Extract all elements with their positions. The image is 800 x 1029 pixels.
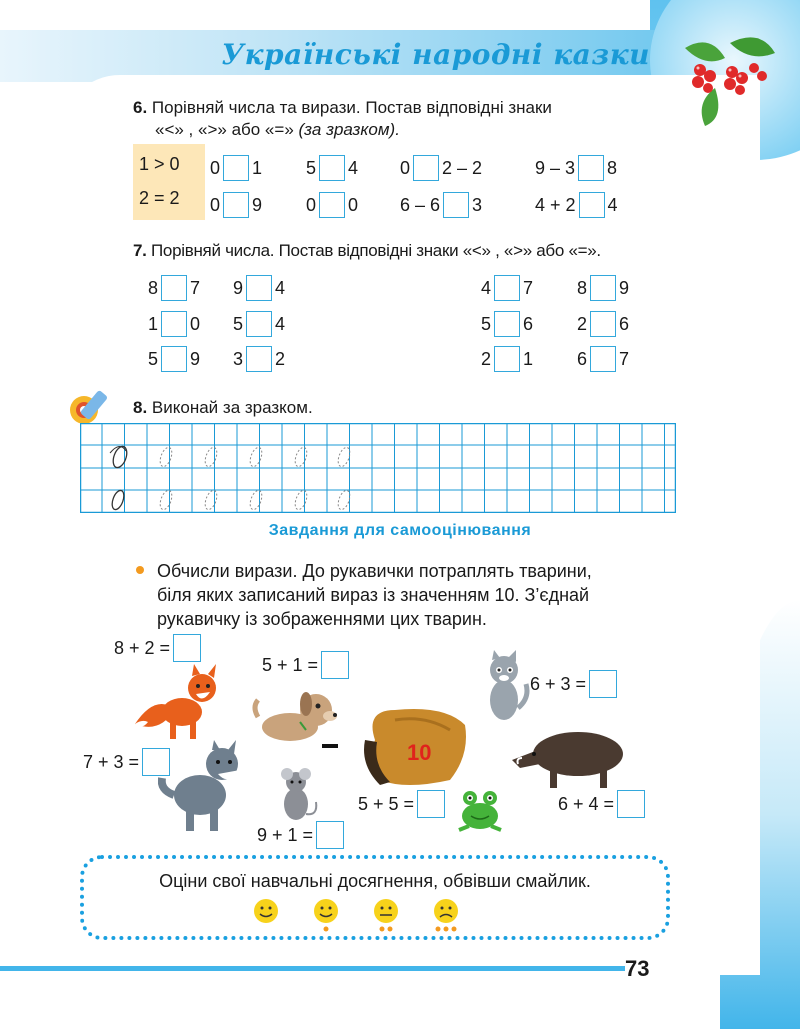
operand: 8 xyxy=(607,157,618,178)
smiley-neutral-icon[interactable] xyxy=(374,899,398,932)
answer-box[interactable] xyxy=(617,790,645,818)
task-signs: «<» , «>» або «=» xyxy=(155,120,294,139)
task-6-instruction xyxy=(133,97,673,141)
page-number: 73 xyxy=(625,956,650,981)
task-number: 8. xyxy=(133,398,148,417)
comparison-item xyxy=(481,311,533,337)
task-8-instruction xyxy=(133,397,313,419)
mitten-illustration[interactable] xyxy=(355,700,475,790)
answer-box[interactable] xyxy=(494,275,520,301)
comparison-item xyxy=(481,275,533,301)
cat-illustration[interactable] xyxy=(482,648,532,726)
dog-equation xyxy=(262,651,352,679)
self-evaluation-box xyxy=(80,855,670,940)
expression: 8 + 2 = xyxy=(114,637,171,658)
expression: 9 + 1 = xyxy=(257,824,314,845)
task-7-instruction xyxy=(133,240,693,262)
operand: 3 xyxy=(233,348,244,369)
answer-box[interactable] xyxy=(161,311,187,337)
operand: 5 xyxy=(481,313,492,334)
mouse-illustration[interactable] xyxy=(272,766,324,824)
operand: 2 xyxy=(481,348,492,369)
task-text: Порівняй числа. Постав відповідні знаки «<» , «>» або «=». xyxy=(151,241,601,260)
cat-equation xyxy=(530,670,620,698)
answer-box[interactable] xyxy=(321,651,349,679)
sample-box xyxy=(133,144,205,220)
comparison-item xyxy=(148,275,200,301)
fox-equation xyxy=(114,634,204,662)
operand: 0 xyxy=(210,157,221,178)
answer-box[interactable] xyxy=(319,192,345,218)
operand: 9 xyxy=(252,194,263,215)
smiley-sad-icon[interactable] xyxy=(434,899,458,932)
operand: 2 xyxy=(275,348,286,369)
comparison-item xyxy=(400,155,482,181)
comparison-item xyxy=(233,275,285,301)
operand: 4 + 2 xyxy=(535,194,576,215)
self-check-title: Завдання для самооцінювання xyxy=(268,522,532,539)
answer-box[interactable] xyxy=(590,311,616,337)
task-hint: (за зразком). xyxy=(298,120,400,139)
comparison-item xyxy=(233,311,285,337)
boar-equation xyxy=(558,790,648,818)
comparison-item xyxy=(577,346,629,372)
answer-box[interactable] xyxy=(246,311,272,337)
comparison-item xyxy=(577,311,629,337)
footer-line xyxy=(0,966,625,971)
operand: 7 xyxy=(619,348,630,369)
sample-line: 1 > 0 xyxy=(139,154,180,174)
comparison-item xyxy=(577,275,629,301)
operand: 6 xyxy=(523,313,534,334)
answer-box[interactable] xyxy=(223,155,249,181)
operand: 1 xyxy=(252,157,263,178)
expression: 5 + 1 = xyxy=(262,654,319,675)
self-check-instruction xyxy=(157,559,677,631)
answer-box[interactable] xyxy=(589,670,617,698)
operand: 2 – 2 xyxy=(442,157,483,178)
operand: 0 xyxy=(210,194,221,215)
operand: 6 xyxy=(619,313,630,334)
operand: 7 xyxy=(190,277,201,298)
operand: 3 xyxy=(472,194,483,215)
answer-box[interactable] xyxy=(319,155,345,181)
comparison-item xyxy=(400,192,482,218)
instruction-line: Обчисли вирази. До рукавички потраплять тварини, xyxy=(157,561,592,581)
fox-illustration[interactable] xyxy=(130,664,225,744)
answer-box[interactable] xyxy=(578,155,604,181)
answer-box[interactable] xyxy=(173,634,201,662)
operand: 4 xyxy=(481,277,492,298)
operand: 9 xyxy=(233,277,244,298)
operand: 5 xyxy=(148,348,159,369)
answer-box[interactable] xyxy=(246,346,272,372)
operand: 4 xyxy=(607,194,618,215)
viburnum-illustration xyxy=(670,28,780,128)
operand: 7 xyxy=(523,277,534,298)
dog-illustration[interactable] xyxy=(250,682,342,750)
comparison-item xyxy=(481,346,533,372)
smiley-excellent-icon[interactable] xyxy=(254,899,278,923)
operand: 5 xyxy=(233,313,244,334)
task-number: 6. xyxy=(133,98,148,117)
operand: 9 – 3 xyxy=(535,157,576,178)
mouse-equation xyxy=(257,821,347,849)
answer-box[interactable] xyxy=(579,192,605,218)
comparison-item xyxy=(306,155,358,181)
operand: 4 xyxy=(275,313,286,334)
comparison-item xyxy=(148,346,200,372)
operand: 0 xyxy=(400,157,411,178)
answer-box[interactable] xyxy=(590,346,616,372)
operand: 5 xyxy=(306,157,317,178)
answer-box[interactable] xyxy=(494,346,520,372)
operand: 1 xyxy=(523,348,534,369)
comparison-item xyxy=(210,192,262,218)
writing-grid[interactable] xyxy=(80,423,676,513)
comparison-item xyxy=(233,346,285,372)
operand: 4 xyxy=(348,157,359,178)
comparison-item xyxy=(306,192,358,218)
operand: 9 xyxy=(619,277,630,298)
instruction-line: біля яких записаний вираз із значенням 10. З’єднай xyxy=(157,585,590,605)
mitten-label: 10 xyxy=(407,740,432,765)
comparison-item xyxy=(148,311,200,337)
frog-illustration[interactable] xyxy=(455,786,505,834)
operand: 1 xyxy=(148,313,159,334)
sample-line: 2 = 2 xyxy=(139,188,180,208)
answer-box[interactable] xyxy=(316,821,344,849)
answer-box[interactable] xyxy=(443,192,469,218)
instruction-line: рукавичку із зображеннями цих тварин. xyxy=(157,609,487,629)
answer-box[interactable] xyxy=(417,790,445,818)
comparison-item xyxy=(535,192,618,218)
boar-illustration[interactable] xyxy=(510,720,630,792)
expression: 5 + 5 = xyxy=(358,793,415,814)
wolf-illustration[interactable] xyxy=(158,740,253,832)
operand: 0 xyxy=(306,194,317,215)
answer-box[interactable] xyxy=(590,275,616,301)
answer-box[interactable] xyxy=(161,275,187,301)
answer-box[interactable] xyxy=(161,346,187,372)
smiley-good-icon[interactable] xyxy=(314,899,338,932)
task-number: 7. xyxy=(133,241,147,260)
operand: 8 xyxy=(577,277,588,298)
task-text: Порівняй числа та вирази. Постав відповідні знаки xyxy=(151,98,552,117)
operand: 0 xyxy=(190,313,201,334)
answer-box[interactable] xyxy=(223,192,249,218)
operand: 2 xyxy=(577,313,588,334)
chapter-title: Українські народні казки xyxy=(221,38,650,71)
bullet-icon xyxy=(136,566,144,574)
operand: 6 xyxy=(577,348,588,369)
task-text: Виконай за зразком. xyxy=(151,398,313,417)
comparison-item xyxy=(210,155,262,181)
answer-box[interactable] xyxy=(246,275,272,301)
answer-box[interactable] xyxy=(494,311,520,337)
frog-equation xyxy=(358,790,448,818)
expression: 7 + 3 = xyxy=(83,751,140,772)
operand: 4 xyxy=(275,277,286,298)
answer-box[interactable] xyxy=(413,155,439,181)
operand: 6 – 6 xyxy=(400,194,441,215)
operand: 8 xyxy=(148,277,159,298)
expression: 6 + 3 = xyxy=(530,673,587,694)
operand: 9 xyxy=(190,348,201,369)
self-evaluation-text: Оціни свої навчальні досягнення, обвівши смайлик. xyxy=(159,871,591,891)
comparison-item xyxy=(535,155,617,181)
expression: 6 + 4 = xyxy=(558,793,615,814)
operand: 0 xyxy=(348,194,359,215)
smiley-row xyxy=(252,897,462,935)
